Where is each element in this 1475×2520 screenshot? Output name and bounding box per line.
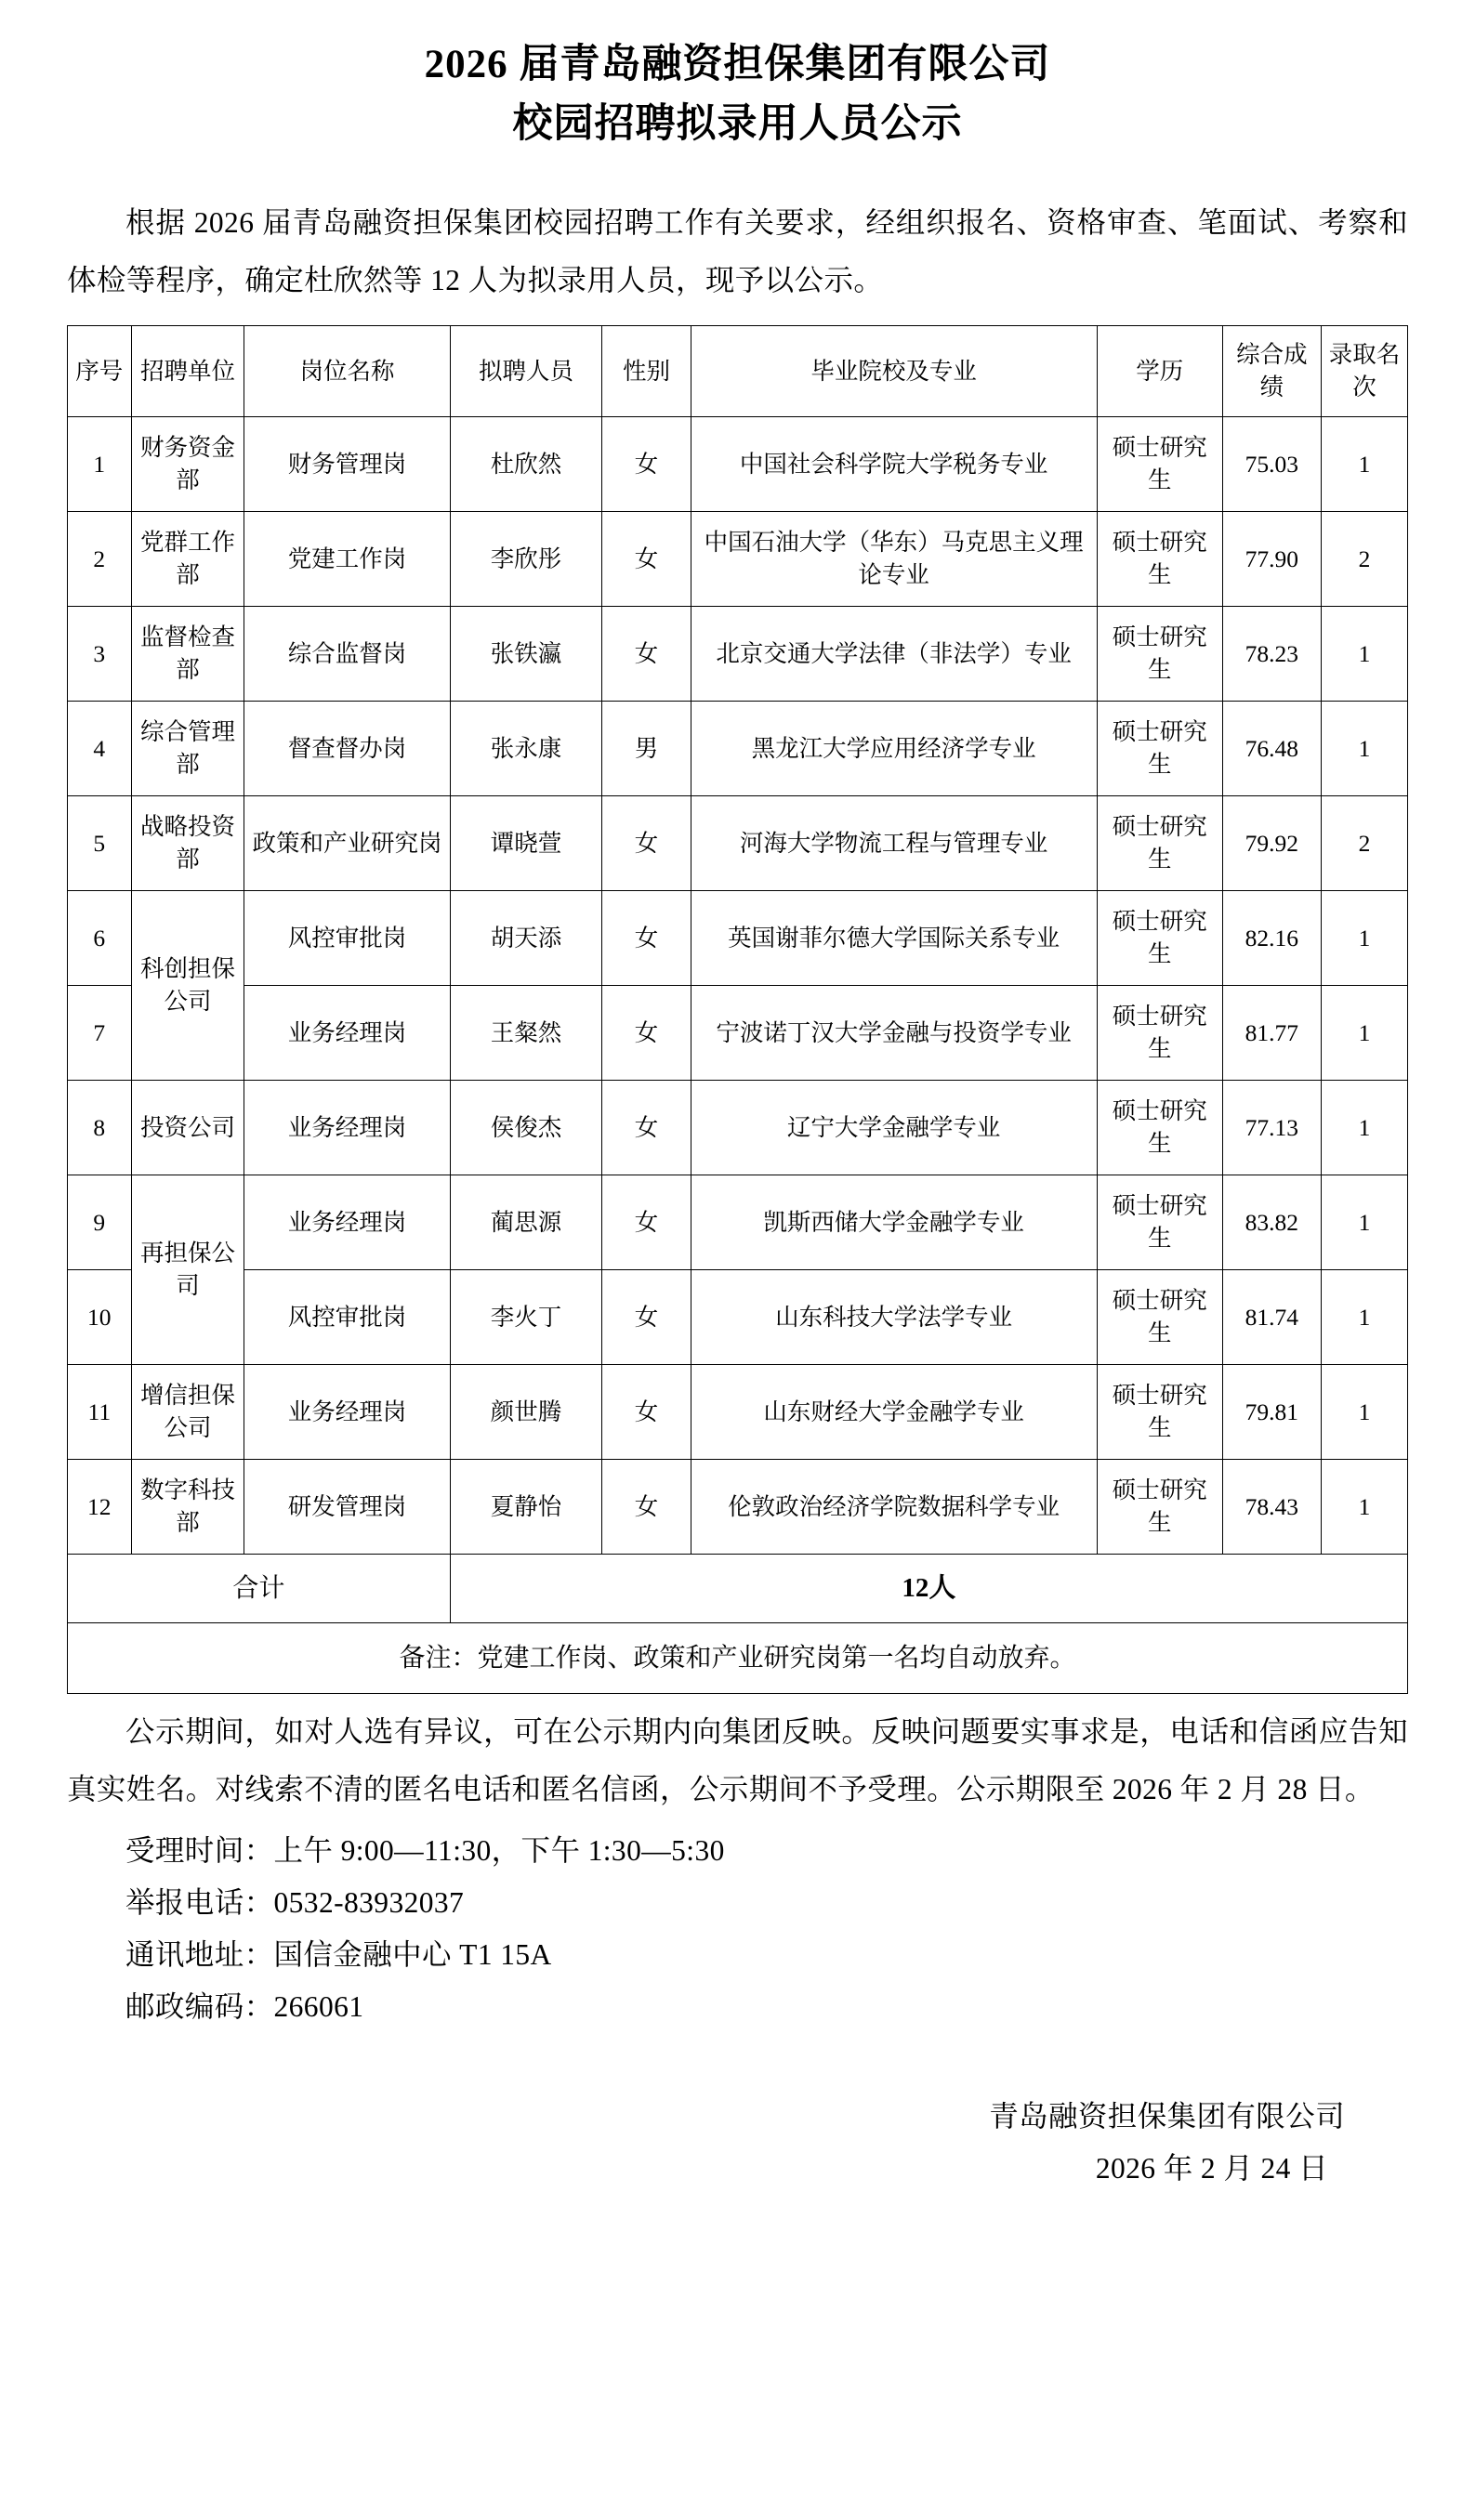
cell-degree: 硕士研究生	[1097, 512, 1222, 607]
cell-gender: 女	[602, 417, 691, 512]
cell-rank: 1	[1321, 891, 1407, 986]
cell-name: 夏静怡	[450, 1460, 602, 1555]
cell-score: 79.81	[1222, 1365, 1321, 1460]
cell-gender: 女	[602, 607, 691, 702]
cell-school: 河海大学物流工程与管理专业	[691, 796, 1097, 891]
cell-unit: 综合管理部	[131, 702, 244, 796]
intro-paragraph: 根据 2026 届青岛融资担保集团校园招聘工作有关要求，经组织报名、资格审查、笔面试、考察和体检等程序，确定杜欣然等 12 人为拟录用人员，现予以公示。	[67, 206, 1408, 296]
title-line-1: 2026 届青岛融资担保集团有限公司	[424, 43, 1051, 86]
table-row	[68, 607, 1408, 702]
cell-position: 业务经理岗	[244, 1365, 450, 1460]
column-header-seq: 序号	[68, 326, 132, 417]
table-row	[68, 1175, 1408, 1270]
cell-gender: 男	[602, 702, 691, 796]
cell-school: 中国石油大学（华东）马克思主义理论专业	[691, 512, 1097, 607]
cell-seq: 6	[68, 891, 132, 986]
cell-rank: 1	[1321, 417, 1407, 512]
page-title	[67, 35, 1408, 153]
cell-degree: 硕士研究生	[1097, 796, 1222, 891]
table-row	[68, 1365, 1408, 1460]
signature-organization: 青岛融资担保集团有限公司	[989, 2100, 1345, 2133]
table-remark-row	[68, 1623, 1408, 1694]
cell-gender: 女	[602, 1175, 691, 1270]
cell-name: 李火丁	[450, 1270, 602, 1365]
cell-rank: 2	[1321, 796, 1407, 891]
cell-rank: 2	[1321, 512, 1407, 607]
cell-rank: 1	[1321, 1270, 1407, 1365]
cell-name: 侯俊杰	[450, 1081, 602, 1175]
cell-name: 胡天添	[450, 891, 602, 986]
cell-score: 81.77	[1222, 986, 1321, 1081]
table-row	[68, 1081, 1408, 1175]
cell-seq: 11	[68, 1365, 132, 1460]
cell-unit: 财务资金部	[131, 417, 244, 512]
cell-rank: 1	[1321, 607, 1407, 702]
cell-name: 张铁瀛	[450, 607, 602, 702]
table-row	[68, 1270, 1408, 1365]
cell-score: 78.43	[1222, 1460, 1321, 1555]
cell-unit: 党群工作部	[131, 512, 244, 607]
column-header-position: 岗位名称	[244, 326, 450, 417]
cell-score: 77.90	[1222, 512, 1321, 607]
table-row	[68, 891, 1408, 986]
cell-score: 83.82	[1222, 1175, 1321, 1270]
cell-school: 山东财经大学金融学专业	[691, 1365, 1097, 1460]
cell-school: 山东科技大学法学专业	[691, 1270, 1097, 1365]
cell-rank: 1	[1321, 1460, 1407, 1555]
table-row	[68, 1460, 1408, 1555]
table-row	[68, 796, 1408, 891]
cell-seq: 9	[68, 1175, 132, 1270]
cell-degree: 硕士研究生	[1097, 417, 1222, 512]
table-remark: 备注：党建工作岗、政策和产业研究岗第一名均自动放弃。	[68, 1623, 1408, 1694]
cell-name: 王粲然	[450, 986, 602, 1081]
title-line-2: 校园招聘拟录用人员公示	[512, 101, 963, 146]
cell-degree: 硕士研究生	[1097, 986, 1222, 1081]
column-header-degree: 学历	[1097, 326, 1222, 417]
candidates-table	[67, 325, 1408, 1694]
signature-date: 2026 年 2 月 24 日	[1095, 2152, 1328, 2185]
cell-school: 中国社会科学院大学税务专业	[691, 417, 1097, 512]
cell-seq: 5	[68, 796, 132, 891]
table-body	[68, 417, 1408, 1555]
table-total-row	[68, 1555, 1408, 1623]
cell-unit: 再担保公司	[131, 1175, 244, 1365]
contact-line: 举报电话：0532-83932037	[125, 1886, 465, 1919]
signature-block	[67, 2091, 1408, 2195]
closing-paragraph: 公示期间，如对人选有异议，可在公示期内向集团反映。反映问题要实事求是，电话和信函应告知真实姓名。对线索不清的匿名电话和匿名信函，公示期间不予受理。公示期限至 2026 年 2 月 28 日。	[67, 1715, 1408, 1805]
cell-position: 业务经理岗	[244, 986, 450, 1081]
cell-name: 颜世腾	[450, 1365, 602, 1460]
cell-seq: 2	[68, 512, 132, 607]
cell-unit: 科创担保公司	[131, 891, 244, 1081]
cell-unit: 监督检查部	[131, 607, 244, 702]
total-label: 合计	[68, 1555, 451, 1623]
cell-score: 81.74	[1222, 1270, 1321, 1365]
cell-score: 75.03	[1222, 417, 1321, 512]
cell-school: 凯斯西储大学金融学专业	[691, 1175, 1097, 1270]
cell-score: 76.48	[1222, 702, 1321, 796]
contact-block	[67, 1825, 1408, 2033]
cell-unit: 战略投资部	[131, 796, 244, 891]
cell-school: 伦敦政治经济学院数据科学专业	[691, 1460, 1097, 1555]
cell-gender: 女	[602, 891, 691, 986]
cell-position: 业务经理岗	[244, 1081, 450, 1175]
cell-seq: 7	[68, 986, 132, 1081]
column-header-school: 毕业院校及专业	[691, 326, 1097, 417]
cell-position: 研发管理岗	[244, 1460, 450, 1555]
cell-degree: 硕士研究生	[1097, 1175, 1222, 1270]
cell-rank: 1	[1321, 1081, 1407, 1175]
cell-rank: 1	[1321, 986, 1407, 1081]
cell-score: 78.23	[1222, 607, 1321, 702]
cell-seq: 1	[68, 417, 132, 512]
table-row	[68, 417, 1408, 512]
table-header-row	[68, 326, 1408, 417]
cell-unit: 投资公司	[131, 1081, 244, 1175]
cell-unit: 数字科技部	[131, 1460, 244, 1555]
table-row	[68, 512, 1408, 607]
cell-school: 北京交通大学法律（非法学）专业	[691, 607, 1097, 702]
cell-position: 风控审批岗	[244, 891, 450, 986]
cell-position: 督查督办岗	[244, 702, 450, 796]
contact-line: 受理时间：上午 9:00—11:30，下午 1:30—5:30	[125, 1833, 725, 1867]
column-header-name: 拟聘人员	[450, 326, 602, 417]
cell-gender: 女	[602, 1270, 691, 1365]
cell-position: 综合监督岗	[244, 607, 450, 702]
cell-position: 风控审批岗	[244, 1270, 450, 1365]
cell-degree: 硕士研究生	[1097, 1081, 1222, 1175]
cell-seq: 3	[68, 607, 132, 702]
contact-line: 邮政编码：266061	[125, 1990, 364, 2024]
cell-seq: 8	[68, 1081, 132, 1175]
cell-seq: 4	[68, 702, 132, 796]
cell-gender: 女	[602, 796, 691, 891]
column-header-rank: 录取名次	[1321, 326, 1407, 417]
cell-seq: 12	[68, 1460, 132, 1555]
cell-position: 业务经理岗	[244, 1175, 450, 1270]
column-header-score: 综合成绩	[1222, 326, 1321, 417]
cell-name: 蔺思源	[450, 1175, 602, 1270]
cell-gender: 女	[602, 1460, 691, 1555]
cell-position: 党建工作岗	[244, 512, 450, 607]
cell-degree: 硕士研究生	[1097, 702, 1222, 796]
cell-name: 李欣彤	[450, 512, 602, 607]
cell-name: 杜欣然	[450, 417, 602, 512]
cell-gender: 女	[602, 986, 691, 1081]
cell-position: 财务管理岗	[244, 417, 450, 512]
total-value: 12人	[450, 1555, 1407, 1623]
cell-position: 政策和产业研究岗	[244, 796, 450, 891]
table-row	[68, 986, 1408, 1081]
cell-score: 82.16	[1222, 891, 1321, 986]
cell-gender: 女	[602, 512, 691, 607]
cell-name: 谭晓萱	[450, 796, 602, 891]
cell-school: 黑龙江大学应用经济学专业	[691, 702, 1097, 796]
cell-degree: 硕士研究生	[1097, 1460, 1222, 1555]
cell-rank: 1	[1321, 1175, 1407, 1270]
cell-score: 77.13	[1222, 1081, 1321, 1175]
column-header-unit: 招聘单位	[131, 326, 244, 417]
cell-school: 宁波诺丁汉大学金融与投资学专业	[691, 986, 1097, 1081]
cell-degree: 硕士研究生	[1097, 891, 1222, 986]
cell-gender: 女	[602, 1365, 691, 1460]
cell-seq: 10	[68, 1270, 132, 1365]
cell-degree: 硕士研究生	[1097, 1365, 1222, 1460]
cell-unit: 增信担保公司	[131, 1365, 244, 1460]
column-header-gender: 性别	[602, 326, 691, 417]
table-row	[68, 702, 1408, 796]
cell-degree: 硕士研究生	[1097, 1270, 1222, 1365]
cell-school: 辽宁大学金融学专业	[691, 1081, 1097, 1175]
cell-name: 张永康	[450, 702, 602, 796]
contact-line: 通讯地址：国信金融中心 T1 15A	[125, 1938, 552, 1972]
cell-rank: 1	[1321, 1365, 1407, 1460]
cell-score: 79.92	[1222, 796, 1321, 891]
cell-school: 英国谢菲尔德大学国际关系专业	[691, 891, 1097, 986]
cell-degree: 硕士研究生	[1097, 607, 1222, 702]
cell-gender: 女	[602, 1081, 691, 1175]
cell-rank: 1	[1321, 702, 1407, 796]
